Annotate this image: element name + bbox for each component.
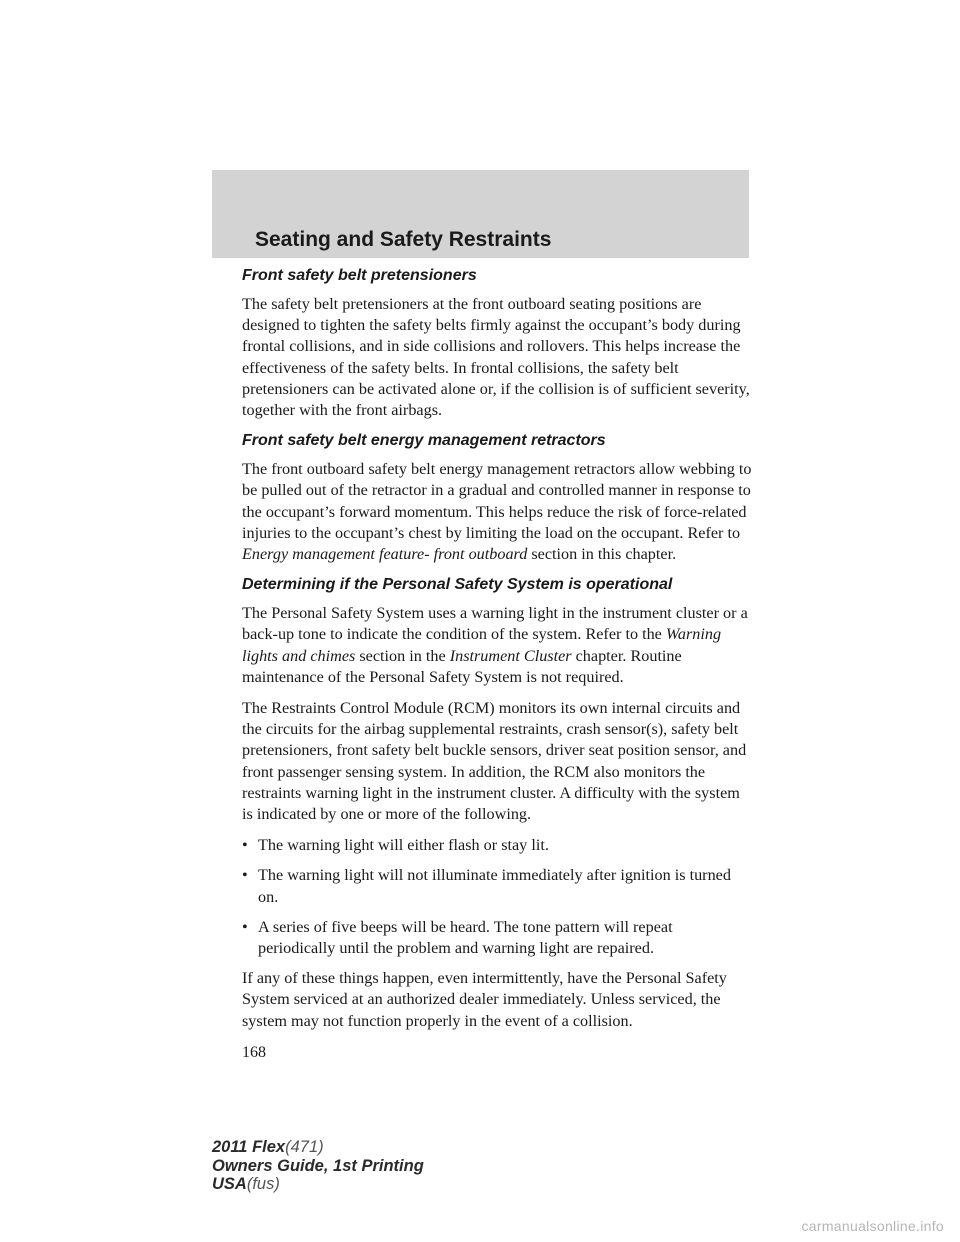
- list-item: • The warning light will not illuminate immediately after ignition is turned on.: [242, 866, 731, 906]
- list-item: • The warning light will either flash or stay lit.: [242, 835, 752, 856]
- paragraph-service: If any of these things happen, even intermittently, have the Personal Safety System serviced at an authorized dealer immediately. Unless serviced, the system may not function properly in the event of a collision.: [242, 969, 727, 1030]
- heading-pretensioners: Front safety belt pretensioners: [242, 267, 477, 284]
- reference-warning-lights: Warning lights and chimes: [242, 625, 722, 665]
- paragraph-rcm: The Restraints Control Module (RCM) monitors its own internal circuits and the circuits for the airbag supplemental restraints, crash sensor(s), safety belt pretensioners, front safety belt buckle sensors, driver seat position sensor, and front passenger sensing system. In addition, the RCM also monitors the restraints warning light in the instrument cluster. A difficulty with the system is indicated by one or more of the following.: [242, 699, 747, 824]
- print-footer: [212, 1138, 424, 1194]
- list-item: • A series of five beeps will be heard. The tone pattern will repeat periodically until the problem and warning light are repaired.: [242, 917, 673, 958]
- bullet-list: [242, 835, 752, 959]
- paragraph-pretensioners: The safety belt pretensioners at the front outboard seating positions are designed to tighten the safety belts firmly against the occupant’s body during frontal collisions, and in side collisions and rollovers. This helps increase the effectiveness of the safety belts. In frontal collisions, the safety belt pretensioners can be activated alone or, if the collision is of sufficient severity, together with the front airbags.: [242, 295, 750, 420]
- page-content: [242, 266, 752, 1063]
- heading-energy-retractors: Front safety belt energy management retractors: [242, 432, 606, 450]
- bullet-marker: •: [242, 836, 248, 855]
- page-number: 168: [242, 1043, 266, 1061]
- reference-energy-management: Energy management feature- front outboard: [242, 545, 528, 564]
- watermark: carmanualsonline.info: [801, 1218, 944, 1234]
- page-title: Seating and Safety Restraints: [255, 228, 552, 251]
- bullet-marker: •: [242, 917, 248, 936]
- footer-line-region: USA(fus): [212, 1175, 280, 1193]
- footer-line-printing: Owners Guide, 1st Printing: [212, 1156, 424, 1175]
- bullet-marker: •: [242, 866, 248, 885]
- reference-instrument-cluster: Instrument Cluster: [449, 646, 572, 665]
- paragraph-warning-light: The Personal Safety System uses a warning light in the instrument cluster or a back-up tone to indicate the condition of the system. Refer to the Warning lights and chimes section in the Instrument Cluster chapter. Routine maintenance of the Personal Safety System is not required.: [242, 604, 748, 686]
- paragraph-energy-retractors: The front outboard safety belt energy management retractors allow webbing to be pulled out of the retractor in a gradual and controlled manner in response to the occupant’s forward momentum. This helps reduce the risk of force-related injuries to the occupant’s chest by limiting the load on the occupant. Refer to Energy management feature- front outboard section in this chapter.: [242, 460, 752, 564]
- heading-system-operational: Determining if the Personal Safety System is operational: [242, 576, 673, 594]
- footer-line-model: 2011 Flex(471): [212, 1138, 324, 1156]
